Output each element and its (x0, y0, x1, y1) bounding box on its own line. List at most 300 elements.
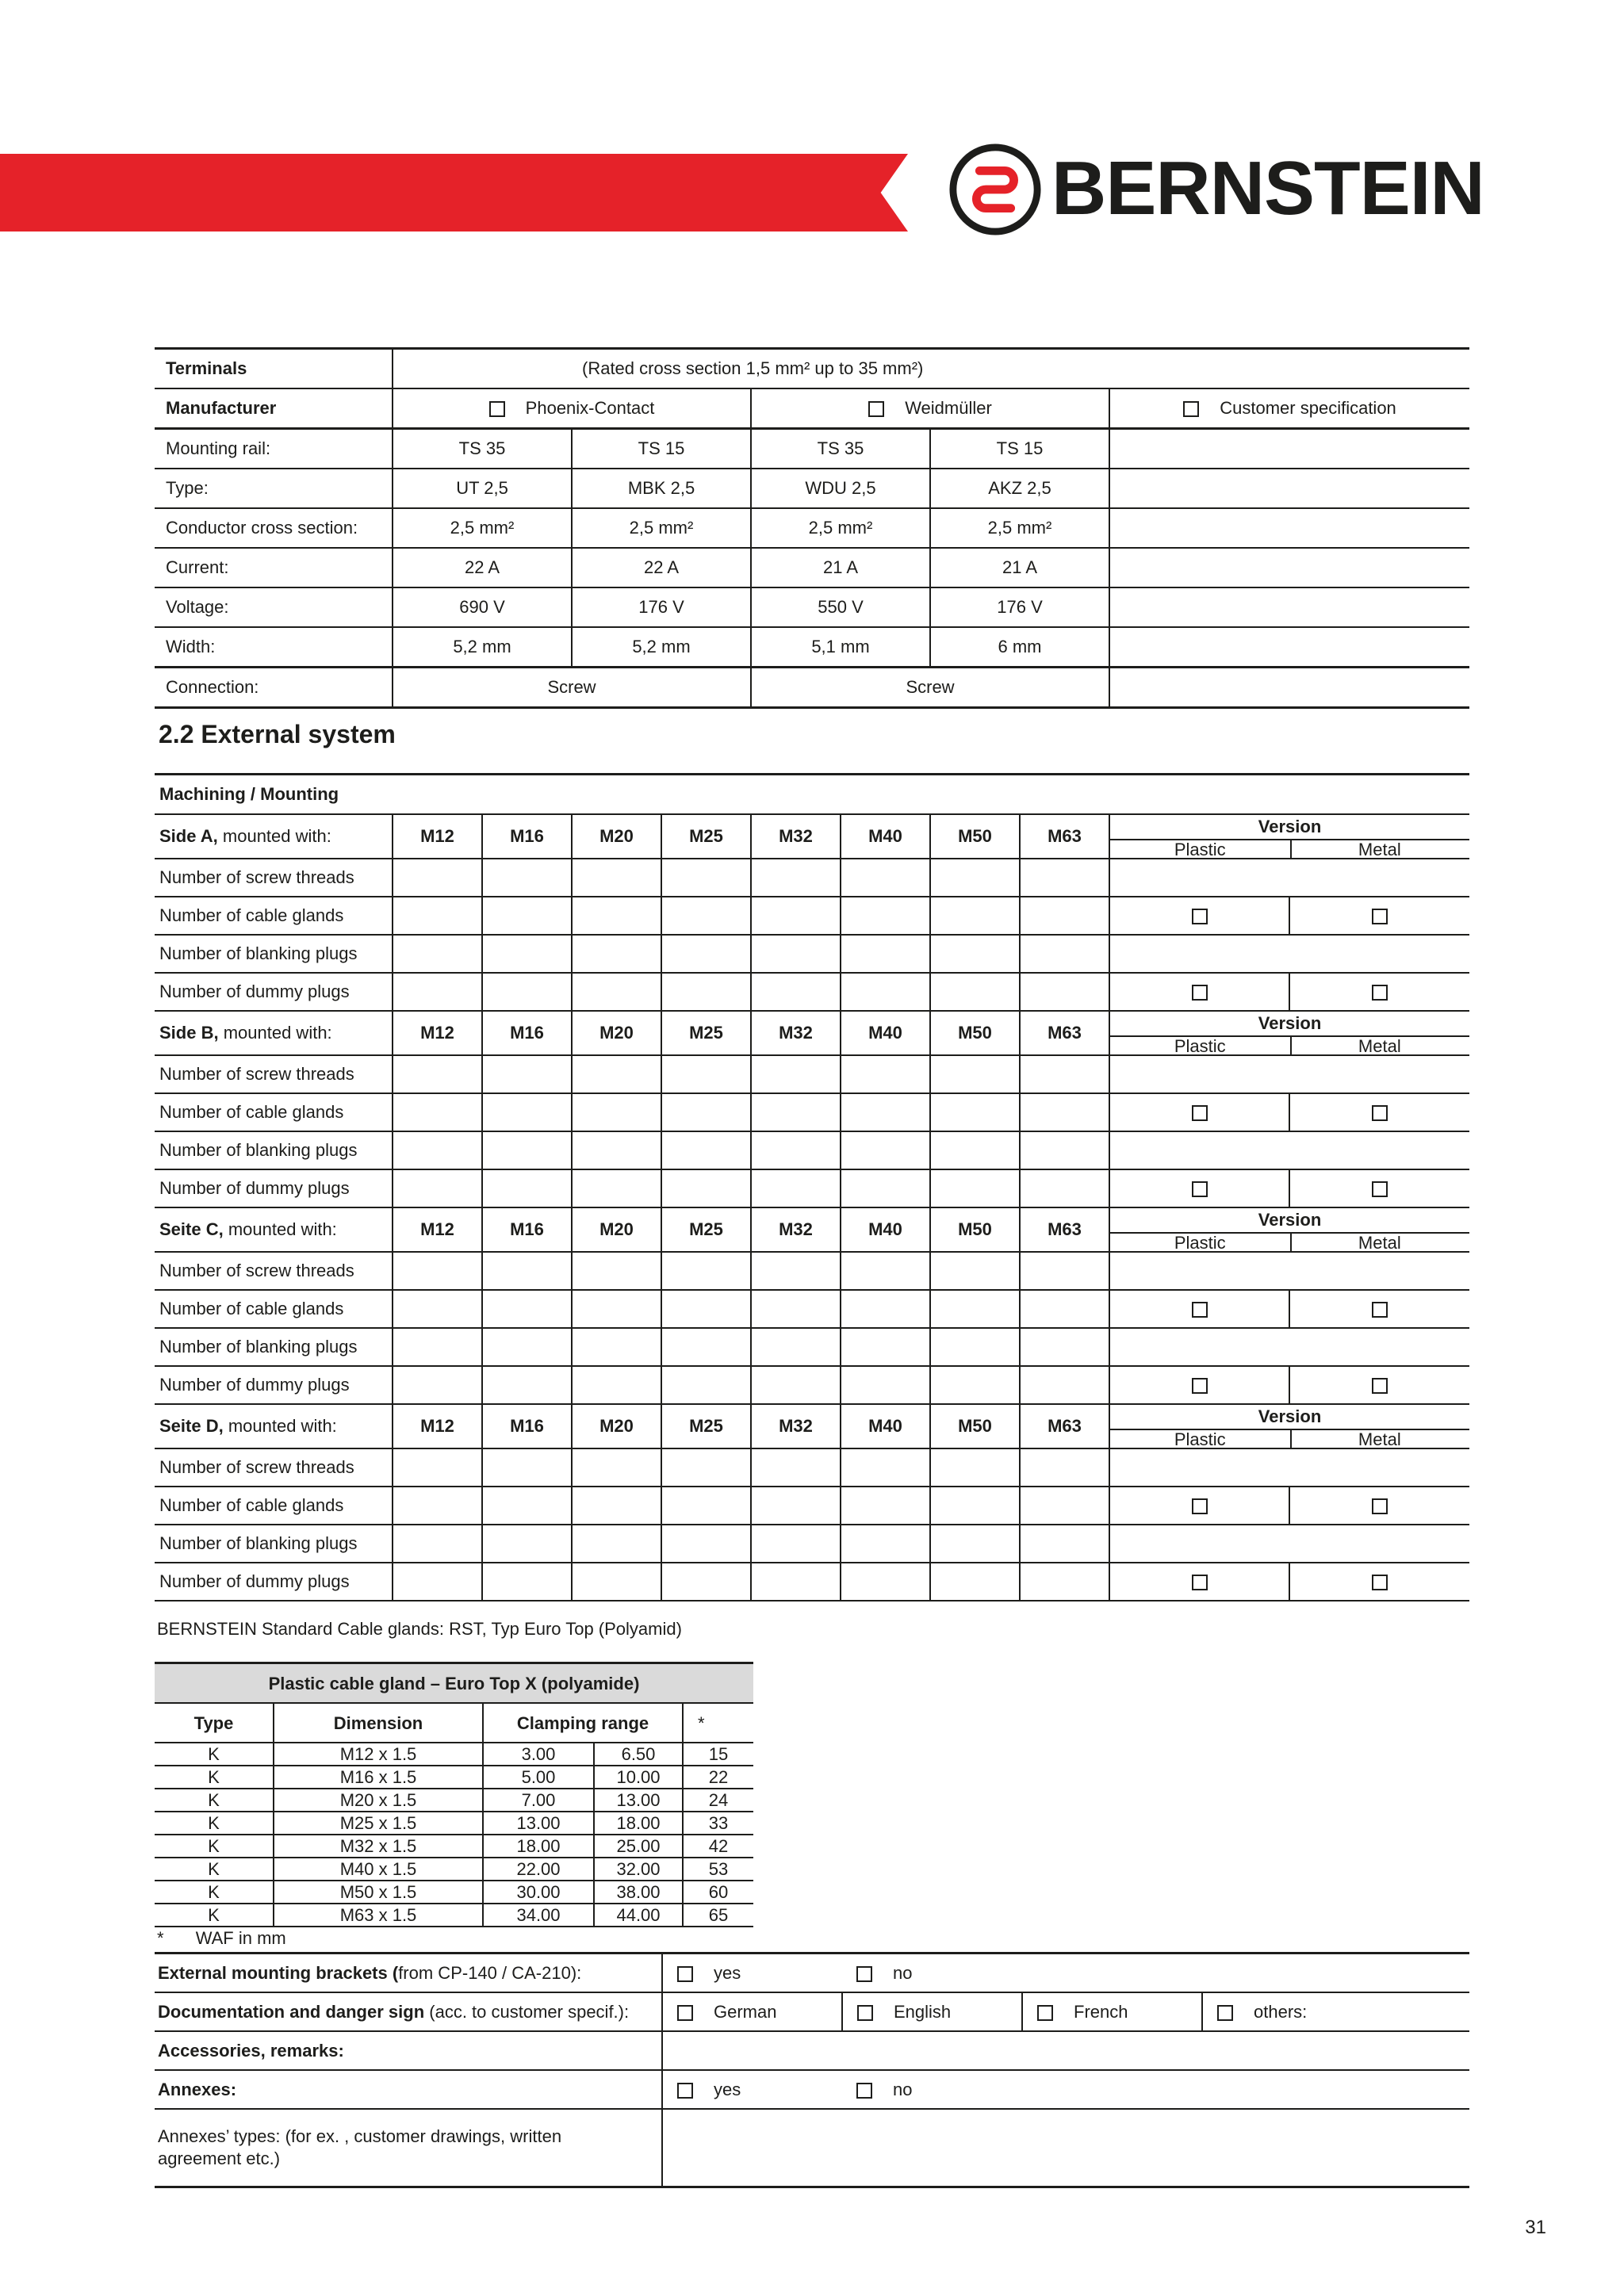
terminals-cell: WDU 2,5 (751, 469, 930, 508)
quantity-field[interactable] (393, 859, 482, 897)
terminals-row-label: Width: (155, 627, 393, 668)
quantity-field[interactable] (751, 1093, 841, 1131)
gland-cell: 18.00 (483, 1835, 594, 1858)
checkbox[interactable] (1192, 909, 1208, 924)
quantity-field[interactable] (841, 897, 930, 935)
empty-cell (1109, 587, 1469, 627)
gland-cell: 24 (683, 1789, 753, 1812)
quantity-field[interactable] (751, 935, 841, 973)
quantity-field[interactable] (841, 1055, 930, 1093)
quantity-field[interactable] (751, 1448, 841, 1487)
quantity-field[interactable] (393, 1131, 482, 1169)
quantity-field[interactable] (393, 1252, 482, 1290)
quantity-field[interactable] (661, 1448, 751, 1487)
plastic-checkbox-cell[interactable] (1109, 1093, 1289, 1131)
options-table (155, 1952, 1469, 2188)
checkbox[interactable] (856, 2083, 872, 2099)
gland-cell: M32 x 1.5 (274, 1835, 483, 1858)
gland-row (155, 1835, 753, 1858)
quantity-field[interactable] (482, 1252, 572, 1290)
terminals-cell: 5,2 mm (572, 627, 751, 668)
quantity-field[interactable] (751, 1563, 841, 1601)
manufacturer-option-customer[interactable]: Customer specification (1109, 388, 1469, 429)
terminals-cell: TS 15 (572, 429, 751, 469)
quantity-field[interactable] (572, 1563, 661, 1601)
quantity-field[interactable] (661, 1563, 751, 1601)
side-header-row (155, 814, 1469, 859)
checkbox[interactable] (856, 1966, 872, 1982)
gland-cell: 13.00 (594, 1789, 683, 1812)
quantity-field[interactable] (572, 1525, 661, 1563)
terminals-row-label: Current: (155, 548, 393, 587)
quantity-field[interactable] (1020, 1525, 1109, 1563)
quantity-field[interactable] (930, 1169, 1020, 1207)
quantity-field[interactable] (930, 1563, 1020, 1601)
side-header-row (155, 1207, 1469, 1252)
empty-cell (1109, 1252, 1469, 1290)
quantity-field[interactable] (661, 1169, 751, 1207)
checkbox[interactable] (868, 401, 884, 417)
quantity-field[interactable] (482, 1093, 572, 1131)
checkbox[interactable] (1372, 1378, 1388, 1394)
quantity-field[interactable] (751, 1487, 841, 1525)
machining-title: Machining / Mounting (155, 775, 1469, 815)
quantity-field[interactable] (930, 1487, 1020, 1525)
bernstein-logo-icon (948, 143, 1042, 236)
quantity-field[interactable] (393, 1563, 482, 1601)
quantity-field[interactable] (751, 1055, 841, 1093)
metal-checkbox-cell[interactable] (1289, 1093, 1469, 1131)
gland-cell: K (155, 1858, 274, 1881)
quantity-field[interactable] (393, 1448, 482, 1487)
quantity-field[interactable] (572, 1328, 661, 1366)
doc-others-option[interactable]: others: (1202, 1992, 1469, 2031)
quantity-field[interactable] (661, 1055, 751, 1093)
quantity-field[interactable] (751, 1290, 841, 1328)
quantity-field[interactable] (572, 1366, 661, 1404)
machining-row (155, 1169, 1469, 1207)
quantity-field[interactable] (841, 1093, 930, 1131)
checkbox[interactable] (1372, 1498, 1388, 1514)
thread-size-header: M25 (661, 1207, 751, 1252)
header-red-bar (0, 154, 908, 232)
quantity-field[interactable] (1020, 1366, 1109, 1404)
machining-row-label: Number of blanking plugs (155, 1131, 393, 1169)
machining-row (155, 1563, 1469, 1601)
checkbox[interactable] (1192, 1105, 1208, 1121)
terminals-cell: 21 A (930, 548, 1109, 587)
machining-row (155, 1055, 1469, 1093)
thread-size-header: M32 (751, 1207, 841, 1252)
section-title: 2.2 External system (159, 720, 396, 748)
quantity-field[interactable] (482, 1525, 572, 1563)
thread-size-header: M40 (841, 1207, 930, 1252)
quantity-field[interactable] (393, 935, 482, 973)
quantity-field[interactable] (482, 1366, 572, 1404)
machining-row-label: Number of dummy plugs (155, 1563, 393, 1601)
quantity-field[interactable] (393, 1366, 482, 1404)
thread-size-header: M32 (751, 1404, 841, 1448)
thread-size-header: M40 (841, 1404, 930, 1448)
plastic-checkbox-cell[interactable] (1109, 1563, 1289, 1601)
terminals-cell: 21 A (751, 548, 930, 587)
quantity-field[interactable] (930, 1366, 1020, 1404)
quantity-field[interactable] (1020, 1487, 1109, 1525)
empty-cell (1109, 548, 1469, 587)
quantity-field[interactable] (1020, 1169, 1109, 1207)
version-header: Version Plastic Metal (1109, 1404, 1469, 1448)
checkbox[interactable] (1217, 2005, 1233, 2021)
quantity-field[interactable] (930, 935, 1020, 973)
gland-cell: 30.00 (483, 1881, 594, 1904)
quantity-field[interactable] (1020, 859, 1109, 897)
annex-types-field[interactable] (662, 2109, 1469, 2187)
quantity-field[interactable] (393, 1055, 482, 1093)
checkbox[interactable] (1192, 985, 1208, 1001)
quantity-field[interactable] (841, 935, 930, 973)
gland-cell: 6.50 (594, 1743, 683, 1766)
plastic-checkbox-cell[interactable] (1109, 1290, 1289, 1328)
checkbox[interactable] (1192, 1378, 1208, 1394)
quantity-field[interactable] (661, 1328, 751, 1366)
checkbox[interactable] (677, 2005, 693, 2021)
quantity-field[interactable] (930, 1290, 1020, 1328)
quantity-field[interactable] (930, 1055, 1020, 1093)
gland-cell: 38.00 (594, 1881, 683, 1904)
gland-cell: 22.00 (483, 1858, 594, 1881)
metal-checkbox-cell[interactable] (1289, 1366, 1469, 1404)
gland-row (155, 1858, 753, 1881)
brand-name: BERNSTEIN (1051, 146, 1484, 231)
checkbox[interactable] (1183, 401, 1199, 417)
metal-checkbox-cell[interactable] (1289, 973, 1469, 1011)
checkbox[interactable] (1192, 1498, 1208, 1514)
terminals-note: (Rated cross section 1,5 mm² up to 35 mm²) (393, 349, 1469, 389)
gland-cell: K (155, 1835, 274, 1858)
checkbox[interactable] (1372, 985, 1388, 1001)
checkbox[interactable] (1192, 1181, 1208, 1197)
quantity-field[interactable] (393, 897, 482, 935)
quantity-field[interactable] (482, 973, 572, 1011)
thread-size-header: M16 (482, 1404, 572, 1448)
quantity-field[interactable] (482, 1448, 572, 1487)
checkbox[interactable] (1192, 1302, 1208, 1318)
checkbox[interactable] (1372, 1302, 1388, 1318)
thread-size-header: M25 (661, 814, 751, 859)
side-label: Seite D, mounted with: (155, 1404, 393, 1448)
quantity-field[interactable] (482, 1487, 572, 1525)
quantity-field[interactable] (841, 1328, 930, 1366)
machining-row-label: Number of screw threads (155, 1448, 393, 1487)
accessories-label: Accessories, remarks: (155, 2031, 662, 2070)
quantity-field[interactable] (930, 897, 1020, 935)
terminals-cell: AKZ 2,5 (930, 469, 1109, 508)
empty-cell (1109, 1055, 1469, 1093)
quantity-field[interactable] (572, 1487, 661, 1525)
terminals-cell: MBK 2,5 (572, 469, 751, 508)
gland-cell: K (155, 1766, 274, 1789)
quantity-field[interactable] (572, 1093, 661, 1131)
quantity-field[interactable] (393, 1525, 482, 1563)
quantity-field[interactable] (661, 1252, 751, 1290)
gland-table (155, 1662, 753, 1927)
checkbox[interactable] (857, 2005, 873, 2021)
thread-size-header: M25 (661, 1404, 751, 1448)
quantity-field[interactable] (572, 897, 661, 935)
empty-cell (1109, 1448, 1469, 1487)
quantity-field[interactable] (661, 1525, 751, 1563)
metal-checkbox-cell[interactable] (1289, 1563, 1469, 1601)
quantity-field[interactable] (572, 973, 661, 1011)
quantity-field[interactable] (751, 1252, 841, 1290)
thread-size-header: M40 (841, 1011, 930, 1055)
plastic-checkbox-cell[interactable] (1109, 1366, 1289, 1404)
quantity-field[interactable] (661, 1290, 751, 1328)
quantity-field[interactable] (841, 973, 930, 1011)
thread-size-header: M16 (482, 1207, 572, 1252)
quantity-field[interactable] (1020, 935, 1109, 973)
manufacturer-option-phoenix[interactable]: Phoenix-Contact (393, 388, 751, 429)
machining-row-label: Number of dummy plugs (155, 973, 393, 1011)
checkbox[interactable] (1037, 2005, 1053, 2021)
machining-row (155, 935, 1469, 973)
quantity-field[interactable] (930, 1131, 1020, 1169)
quantity-field[interactable] (482, 1169, 572, 1207)
terminals-cell: 176 V (572, 587, 751, 627)
quantity-field[interactable] (393, 1487, 482, 1525)
quantity-field[interactable] (482, 1290, 572, 1328)
quantity-field[interactable] (572, 1252, 661, 1290)
quantity-field[interactable] (661, 1093, 751, 1131)
quantity-field[interactable] (661, 935, 751, 973)
checkbox[interactable] (1372, 1575, 1388, 1590)
thread-size-header: M12 (393, 1011, 482, 1055)
thread-size-header: M16 (482, 814, 572, 859)
thread-size-header: M50 (930, 1011, 1020, 1055)
manufacturer-option-weidmueller[interactable]: Weidmüller (751, 388, 1109, 429)
quantity-field[interactable] (751, 1131, 841, 1169)
quantity-field[interactable] (661, 973, 751, 1011)
quantity-field[interactable] (1020, 973, 1109, 1011)
side-header-row (155, 1404, 1469, 1448)
quantity-field[interactable] (661, 1131, 751, 1169)
machining-row (155, 1448, 1469, 1487)
quantity-field[interactable] (393, 973, 482, 1011)
thread-size-header: M32 (751, 814, 841, 859)
checkbox[interactable] (677, 1966, 693, 1982)
gland-cell: M50 x 1.5 (274, 1881, 483, 1904)
quantity-field[interactable] (930, 973, 1020, 1011)
terminals-cell: 550 V (751, 587, 930, 627)
checkbox[interactable] (1192, 1575, 1208, 1590)
gland-cell: 60 (683, 1881, 753, 1904)
annexes-yes-option[interactable]: yes (662, 2070, 842, 2109)
doc-english-option[interactable]: English (842, 1992, 1022, 2031)
metal-checkbox-cell[interactable] (1289, 1169, 1469, 1207)
quantity-field[interactable] (751, 897, 841, 935)
machining-row (155, 1328, 1469, 1366)
empty-cell (1109, 1328, 1469, 1366)
quantity-field[interactable] (751, 1328, 841, 1366)
checkbox[interactable] (489, 401, 505, 417)
empty-cell (1109, 627, 1469, 668)
machining-row (155, 1487, 1469, 1525)
gland-cell: K (155, 1904, 274, 1927)
quantity-field[interactable] (930, 1525, 1020, 1563)
machining-row (155, 1525, 1469, 1563)
metal-checkbox-cell[interactable] (1289, 1290, 1469, 1328)
quantity-field[interactable] (393, 1290, 482, 1328)
quantity-field[interactable] (482, 1131, 572, 1169)
doc-french-option[interactable]: French (1022, 1992, 1202, 2031)
quantity-field[interactable] (572, 1131, 661, 1169)
quantity-field[interactable] (841, 1525, 930, 1563)
quantity-field[interactable] (572, 1290, 661, 1328)
quantity-field[interactable] (1020, 1448, 1109, 1487)
gland-cell: 15 (683, 1743, 753, 1766)
quantity-field[interactable] (930, 1252, 1020, 1290)
quantity-field[interactable] (841, 1448, 930, 1487)
quantity-field[interactable] (393, 1328, 482, 1366)
terminals-cell: 2,5 mm² (572, 508, 751, 548)
terminals-cell: UT 2,5 (393, 469, 572, 508)
machining-row-label: Number of screw threads (155, 1252, 393, 1290)
machining-row-label: Number of blanking plugs (155, 1328, 393, 1366)
quantity-field[interactable] (841, 859, 930, 897)
checkbox[interactable] (1372, 1105, 1388, 1121)
quantity-field[interactable] (482, 1055, 572, 1093)
terminals-row (155, 627, 1469, 668)
quantity-field[interactable] (841, 1290, 930, 1328)
checkbox[interactable] (677, 2083, 693, 2099)
metal-checkbox-cell[interactable] (1289, 897, 1469, 935)
connection-label: Connection: (155, 668, 393, 708)
side-label: Side B, mounted with: (155, 1011, 393, 1055)
version-header: Version Plastic Metal (1109, 814, 1469, 859)
terminals-row-label: Mounting rail: (155, 429, 393, 469)
quantity-field[interactable] (841, 1131, 930, 1169)
quantity-field[interactable] (661, 859, 751, 897)
quantity-field[interactable] (1020, 1328, 1109, 1366)
terminals-row (155, 429, 1469, 469)
quantity-field[interactable] (393, 1093, 482, 1131)
machining-row-label: Number of cable glands (155, 1093, 393, 1131)
quantity-field[interactable] (930, 1093, 1020, 1131)
metal-checkbox-cell[interactable] (1289, 1487, 1469, 1525)
machining-row-label: Number of dummy plugs (155, 1169, 393, 1207)
terminals-cell: 2,5 mm² (393, 508, 572, 548)
page-number: 31 (1525, 2217, 1546, 2238)
thread-size-header: M12 (393, 814, 482, 859)
thread-size-header: M63 (1020, 814, 1109, 859)
quantity-field[interactable] (661, 897, 751, 935)
plastic-checkbox-cell[interactable] (1109, 973, 1289, 1011)
quantity-field[interactable] (841, 1563, 930, 1601)
quantity-field[interactable] (751, 1366, 841, 1404)
quantity-field[interactable] (1020, 1131, 1109, 1169)
quantity-field[interactable] (572, 1055, 661, 1093)
quantity-field[interactable] (751, 859, 841, 897)
quantity-field[interactable] (482, 859, 572, 897)
version-header: Version Plastic Metal (1109, 1207, 1469, 1252)
quantity-field[interactable] (841, 1252, 930, 1290)
connection-value: Screw (393, 668, 751, 708)
quantity-field[interactable] (841, 1487, 930, 1525)
plastic-checkbox-cell[interactable] (1109, 1169, 1289, 1207)
quantity-field[interactable] (1020, 897, 1109, 935)
quantity-field[interactable] (1020, 1252, 1109, 1290)
doc-german-option[interactable]: German (662, 1992, 842, 2031)
machining-row (155, 973, 1469, 1011)
manufacturer-label: Manufacturer (155, 388, 393, 429)
machining-row (155, 1290, 1469, 1328)
quantity-field[interactable] (572, 1448, 661, 1487)
quantity-field[interactable] (751, 1169, 841, 1207)
quantity-field[interactable] (482, 1563, 572, 1601)
quantity-field[interactable] (930, 1328, 1020, 1366)
machining-table (155, 773, 1469, 1601)
empty-cell (1109, 1131, 1469, 1169)
quantity-field[interactable] (751, 1525, 841, 1563)
quantity-field[interactable] (482, 897, 572, 935)
checkbox[interactable] (1372, 1181, 1388, 1197)
gland-cell: K (155, 1812, 274, 1835)
brackets-no-option[interactable]: no (842, 1954, 1469, 1993)
empty-cell (1109, 429, 1469, 469)
quantity-field[interactable] (482, 1328, 572, 1366)
quantity-field[interactable] (930, 1448, 1020, 1487)
quantity-field[interactable] (661, 1487, 751, 1525)
machining-row-label: Number of dummy plugs (155, 1366, 393, 1404)
machining-row-label: Number of blanking plugs (155, 1525, 393, 1563)
documentation-label: Documentation and danger sign (acc. to customer specif.): (155, 1992, 662, 2031)
plastic-checkbox-cell[interactable] (1109, 1487, 1289, 1525)
annexes-no-option[interactable]: no (842, 2070, 1469, 2109)
brackets-yes-option[interactable]: yes (662, 1954, 842, 1993)
gland-cell: K (155, 1881, 274, 1904)
gland-header: Clamping range (483, 1703, 683, 1743)
gland-row (155, 1789, 753, 1812)
quantity-field[interactable] (572, 859, 661, 897)
quantity-field[interactable] (1020, 1055, 1109, 1093)
thread-size-header: M63 (1020, 1404, 1109, 1448)
gland-cell: M12 x 1.5 (274, 1743, 483, 1766)
quantity-field[interactable] (572, 935, 661, 973)
quantity-field[interactable] (572, 1169, 661, 1207)
machining-row (155, 897, 1469, 935)
gland-cell: 7.00 (483, 1789, 594, 1812)
quantity-field[interactable] (482, 935, 572, 973)
plastic-checkbox-cell[interactable] (1109, 897, 1289, 935)
quantity-field[interactable] (393, 1169, 482, 1207)
checkbox[interactable] (1372, 909, 1388, 924)
quantity-field[interactable] (930, 859, 1020, 897)
quantity-field[interactable] (841, 1169, 930, 1207)
quantity-field[interactable] (1020, 1563, 1109, 1601)
quantity-field[interactable] (1020, 1093, 1109, 1131)
terminals-row-label: Conductor cross section: (155, 508, 393, 548)
quantity-field[interactable] (751, 973, 841, 1011)
gland-cell: M63 x 1.5 (274, 1904, 483, 1927)
quantity-field[interactable] (841, 1366, 930, 1404)
machining-row (155, 1093, 1469, 1131)
quantity-field[interactable] (661, 1366, 751, 1404)
gland-header: Dimension (274, 1703, 483, 1743)
gland-cell: 25.00 (594, 1835, 683, 1858)
accessories-field[interactable] (662, 2031, 1469, 2070)
quantity-field[interactable] (1020, 1290, 1109, 1328)
thread-size-header: M63 (1020, 1207, 1109, 1252)
